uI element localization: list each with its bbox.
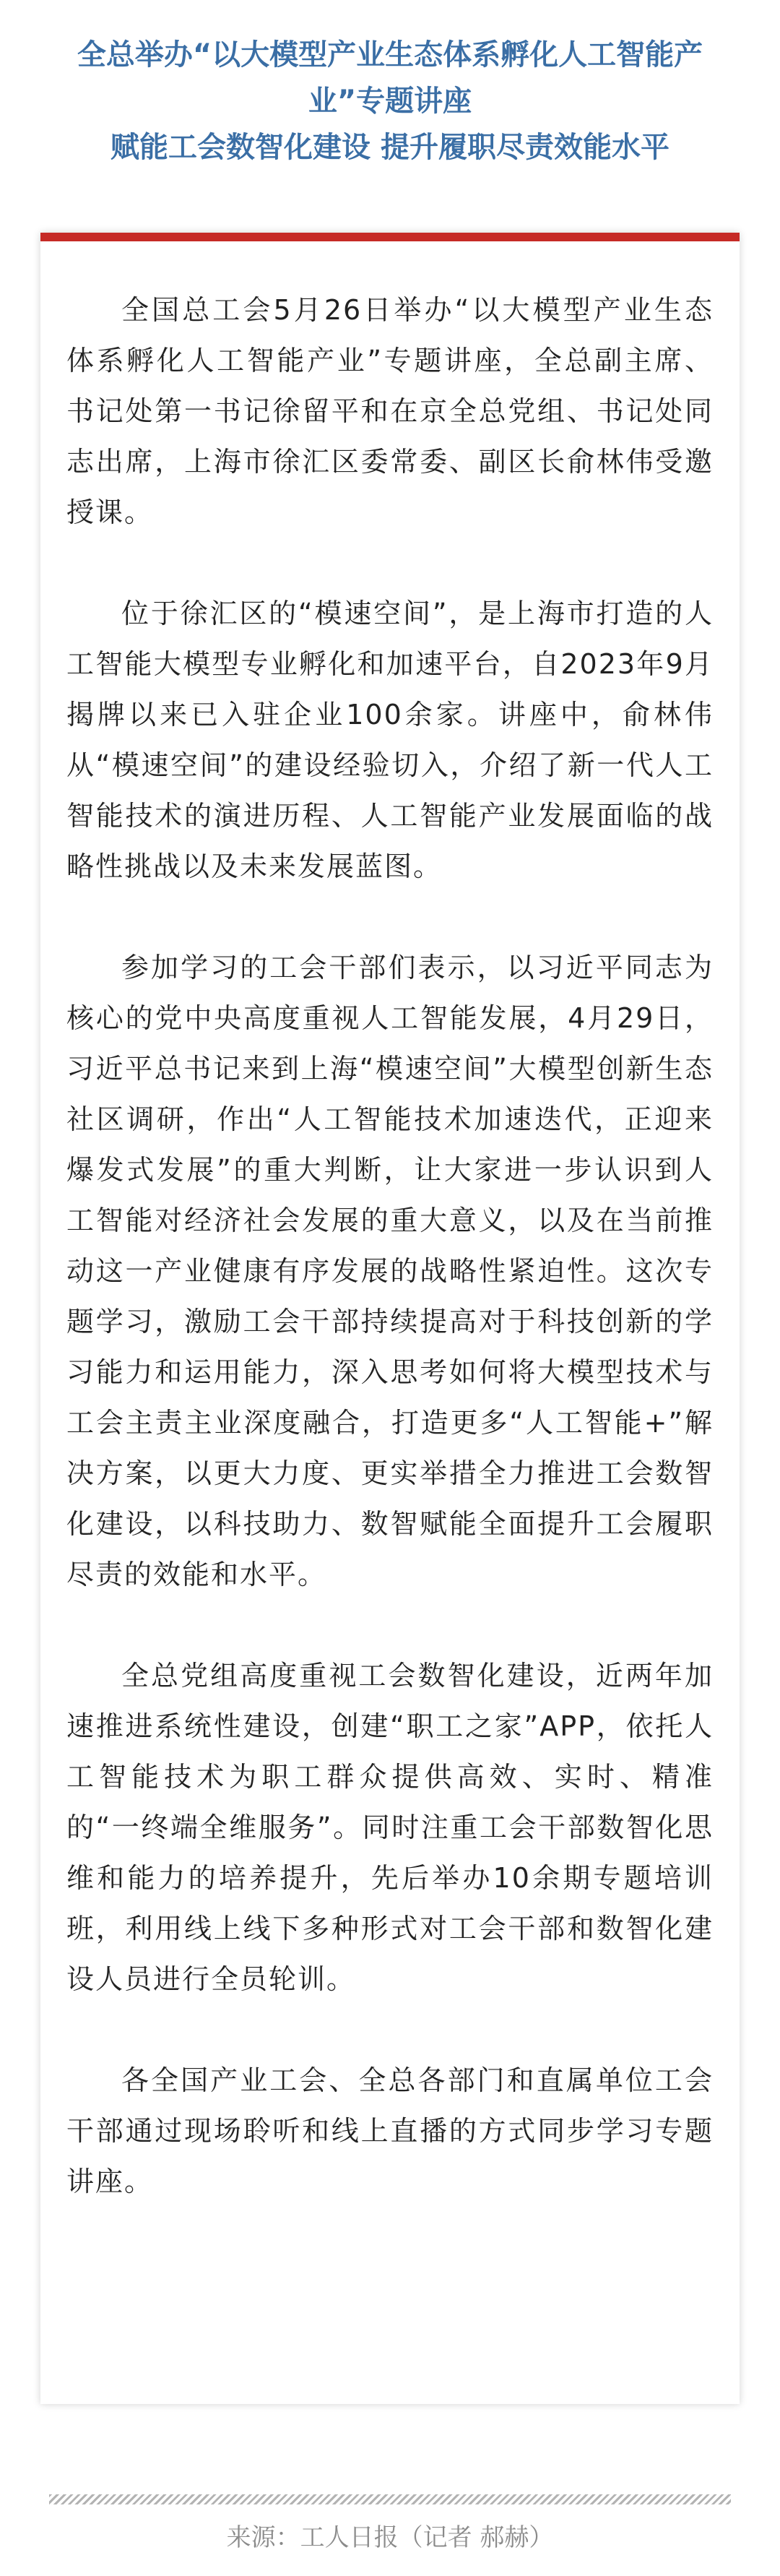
article-body <box>66 285 714 2257</box>
paragraph-3: 参加学习的工会干部们表示，以习近平同志为核心的党中央高度重视人工智能发展，4月29日，习近平总书记来到上海“模速空间”大模型创新生态社区调研，作出“人工智能技术加速迭代，正迎来爆发式发展”的重大判断，让大家进一步认识到人工智能对经济社会发展的重大意义，以及在当前推动这一产业健康有序发展的战略性紧迫性。这次专题学习，激励工会干部持续提高对于科技创新的学习能力和运用能力，深入思考如何将大模型技术与工会主责主业深度融合，打造更多“人工智能+”解决方案，以更大力度、更实举措全力推进工会数智化建设，以科技助力、数智赋能全面提升工会履职尽责的效能和水平。 <box>66 952 714 1590</box>
paragraph-1: 全国总工会5月26日举办“以大模型产业生态体系孵化人工智能产业”专题讲座，全总副主席、书记处第一书记徐留平和在京全总党组、书记处同志出席，上海市徐汇区委常委、副区长俞林伟受邀授课。 <box>66 294 714 528</box>
article-card <box>40 233 740 2404</box>
paragraph-5: 各全国产业工会、全总各部门和直属单位工会干部通过现场聆听和线上直播的方式同步学习专题讲座。 <box>66 2064 714 2197</box>
paragraph-2: 位于徐汇区的“模速空间”，是上海市打造的人工智能大模型专业孵化和加速平台，自2023年9月揭牌以来已入驻企业100余家。讲座中，俞林伟从“模速空间”的建设经验切入，介绍了新一代人工智能技术的演进历程、人工智能产业发展面临的战略性挑战以及未来发展蓝图。 <box>66 598 714 882</box>
article-title-line-1: 全总举办“以大模型产业生态体系孵化人工智能产 <box>77 38 703 72</box>
article-header <box>29 32 751 171</box>
article-subtitle: 赋能工会数智化建设 提升履职尽责效能水平 <box>110 131 670 164</box>
article-title-line-2: 业”专题讲座 <box>308 85 472 118</box>
hatched-divider <box>49 2494 731 2504</box>
source-credit: 来源：工人日报（记者 郝赫） <box>226 2523 554 2552</box>
paragraph-4: 全总党组高度重视工会数智化建设，近两年加速推进系统性建设，创建“职工之家”APP，依托人工智能技术为职工群众提供高效、实时、精准的“一终端全维服务”。同时注重工会干部数智化思维和能力的培养提升，先后举办10余期专题培训班，利用线上线下多种形式对工会干部和数智化建设人员进行全员轮训。 <box>66 1660 714 1995</box>
accent-top-bar <box>40 233 740 241</box>
